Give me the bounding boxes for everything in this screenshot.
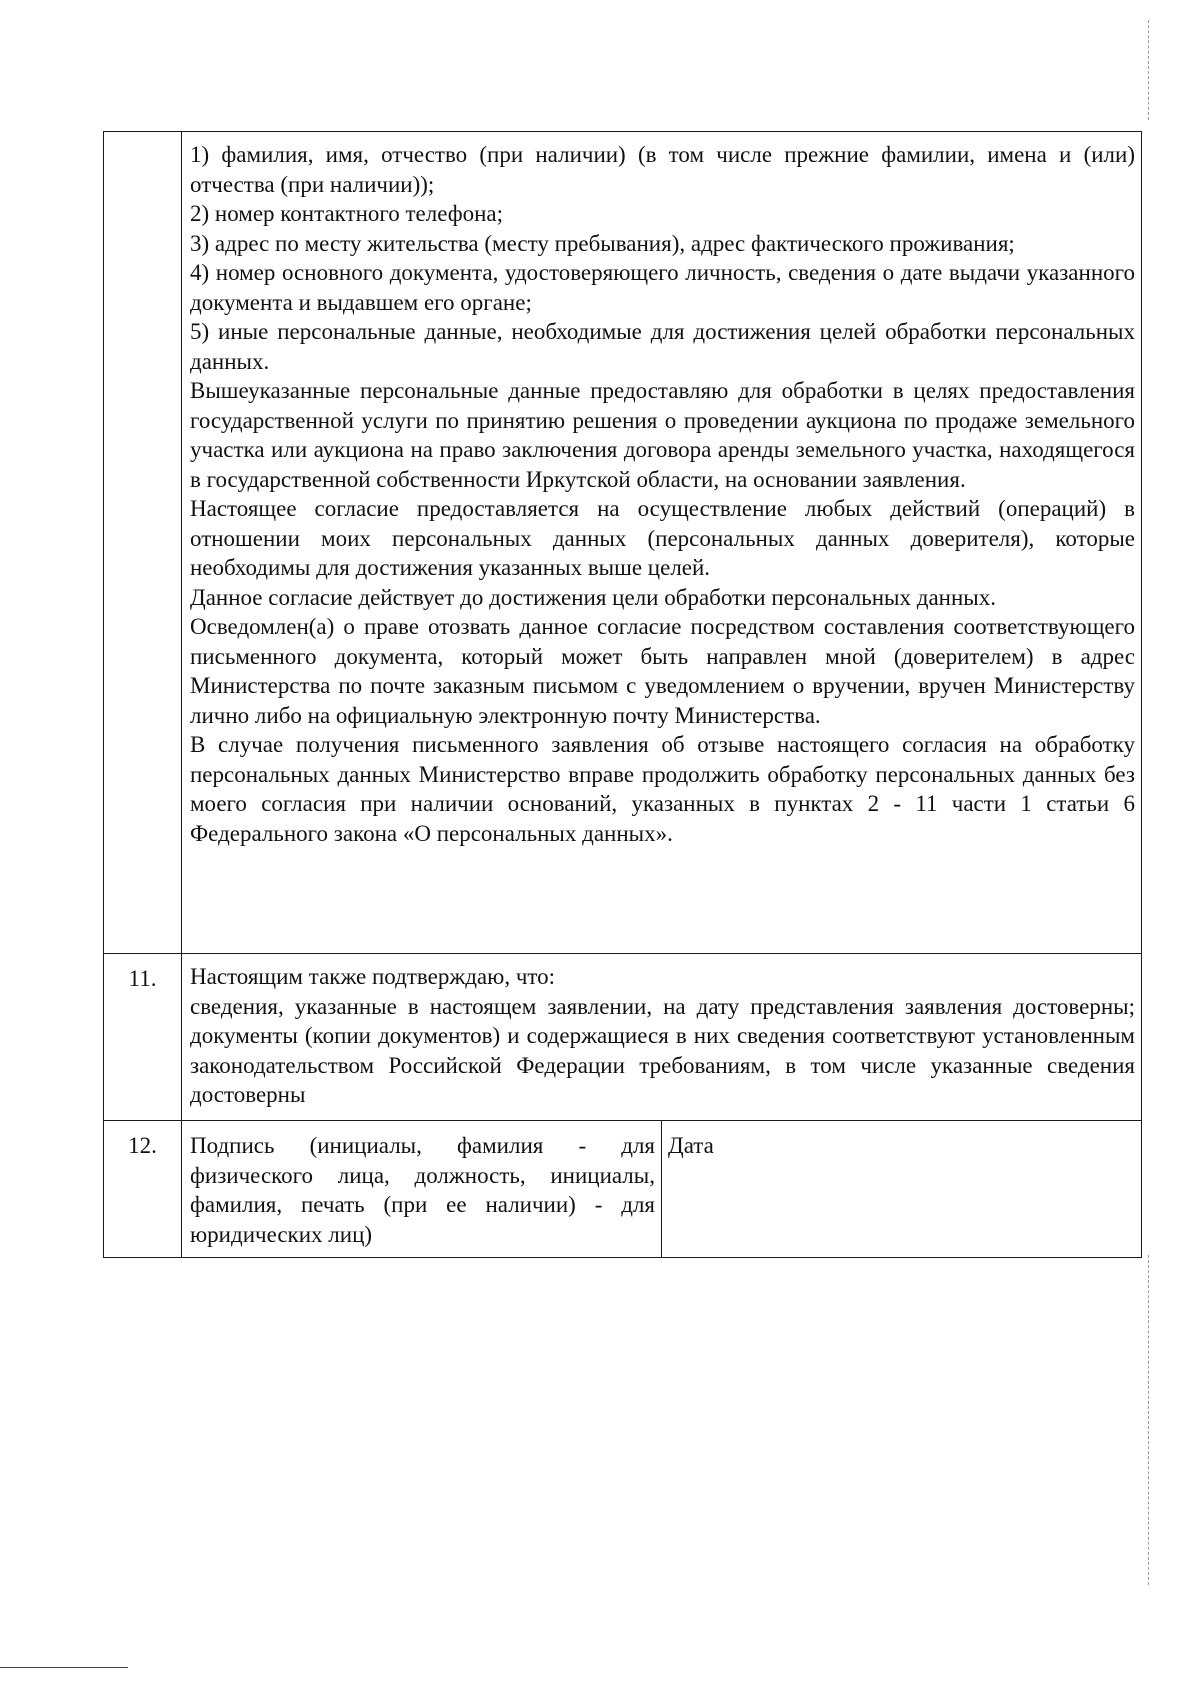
paragraph: Настоящим также подтверждаю, что:	[190, 964, 556, 989]
row-number-cell	[104, 1121, 182, 1258]
table-row-12	[104, 1121, 1142, 1258]
paragraph: В случае получения письменного заявления об отзыве настоящего согласия на обработку персональных данных Министерство вправе продолжить обработку персональных данных без моего согласия при наличии оснований, указанных в пунктах 2 - 11 части 1 статьи 6 Федерального закона «О персональных данных».	[190, 732, 1135, 846]
scan-margin-mark	[1148, 1255, 1150, 1585]
scan-margin-mark	[1148, 20, 1150, 120]
paragraph: 5) иные персональные данные, необходимые для достижения целей обработки персональных данных.	[190, 319, 1135, 374]
signature-field[interactable]	[182, 1121, 662, 1258]
date-label: Дата	[668, 1133, 714, 1158]
footnote-rule	[0, 1667, 128, 1668]
paragraph: Вышеуказанные персональные данные предоставляю для обработки в целях предоставления государственной услуги по принятию решения о проведении аукциона по продаже земельного участка или аукциона на право заключения договора аренды земельного участка, находящегося в государственной собственности Иркутской области, на основании заявления.	[190, 378, 1135, 492]
row-number-cell	[104, 132, 182, 954]
paragraph: Настоящее согласие предоставляется на осуществление любых действий (операций) в отношении моих персональных данных (персональных данных доверителя), которые необходимы для достижения указанных выше целей.	[190, 496, 1135, 580]
paragraph: 4) номер основного документа, удостоверяющего личность, сведения о дате выдачи указанного документа и выдавшем его органе;	[190, 260, 1135, 315]
table-row-personal-data	[104, 132, 1142, 954]
paragraph: сведения, указанные в настоящем заявлении, на дату представления заявления достоверны; документы (копии документов) и содержащиеся в них сведения соответствуют установленным законодательством Российской Федерации требованиям, в том числе указанные сведения достоверны	[190, 993, 1135, 1107]
row-number-cell	[104, 954, 182, 1121]
date-field[interactable]	[662, 1121, 1142, 1258]
table-row-11	[104, 954, 1142, 1121]
paragraph: Данное согласие действует до достижения цели обработки персональных данных.	[190, 584, 996, 610]
confirmation-cell	[182, 954, 1142, 1121]
row-number	[104, 132, 181, 142]
paragraph: 3) адрес по месту жительства (месту пребывания), адрес фактического проживания;	[190, 230, 1015, 256]
paragraph: 1) фамилия, имя, отчество (при наличии) (в том числе прежние фамилии, имена и (или) отчества (при наличии));	[190, 142, 1135, 197]
consent-form-table	[103, 131, 1142, 1258]
signature-label: Подпись (инициалы, фамилия - для физического лица, должность, инициалы, фамилия, печать (при ее наличии) - для юридических лиц)	[190, 1133, 655, 1247]
row-number: 11.	[128, 966, 157, 991]
paragraph: 2) номер контактного телефона;	[190, 201, 504, 226]
row-number: 12.	[128, 1133, 157, 1158]
paragraph: Осведомлен(а) о праве отозвать данное согласие посредством составления соответствующего письменного документа, который может быть направлен мной (доверителем) в адрес Министерства по почте заказным письмом с уведомлением о вручении, вручен Министерству лично либо на официальную электронную почту Министерства.	[190, 614, 1135, 728]
personal-data-consent-cell	[182, 132, 1142, 954]
